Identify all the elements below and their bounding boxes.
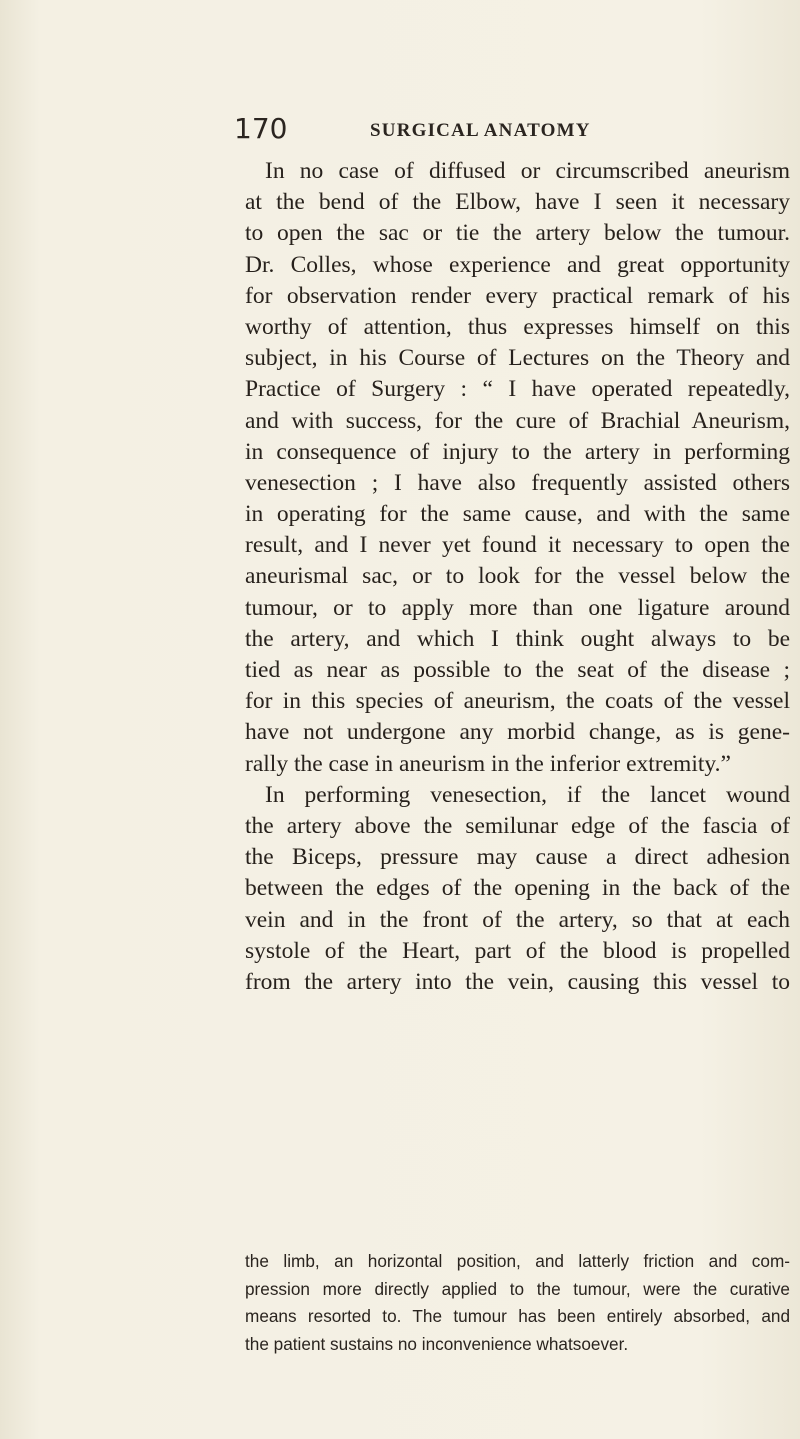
running-head: SURGICAL ANATOMY (370, 120, 591, 141)
text-line: tumour, or to apply more than one ligature around (245, 594, 790, 621)
text-line: at the bend of the Elbow, have I seen it necessary (245, 189, 790, 216)
footnote-line: means resorted to. The tumour has been entirely absorbed, and (245, 1306, 790, 1326)
text-line: in consequence of injury to the artery in performing (245, 438, 790, 465)
text-line: the Biceps, pressure may cause a direct adhesion (245, 844, 790, 871)
footnote-line: the limb, an horizontal position, and latterly friction and com- (245, 1251, 790, 1271)
text-line: worthy of attention, thus expresses himself on this (245, 313, 790, 340)
text-line: for in this species of aneurism, the coats of the vessel (245, 688, 790, 715)
text-line: In performing venesection, if the lancet wound (265, 781, 790, 808)
text-line: the artery, and which I think ought always to be (245, 625, 790, 652)
text-line: and with success, for the cure of Brachial Aneurism, (245, 407, 790, 434)
text-line: tied as near as possible to the seat of the disease ; (245, 657, 790, 683)
text-line: have not undergone any morbid change, as is gene- (245, 719, 790, 746)
text-line: Practice of Surgery : “ I have operated repeatedly, (245, 376, 790, 403)
text-line: vein and in the front of the artery, so that at each (245, 906, 790, 933)
text-line: between the edges of the opening in the back of the (245, 875, 790, 902)
text-line: the artery above the semilunar edge of the fascia of (245, 812, 790, 839)
text-line: in operating for the same cause, and with the same (245, 501, 790, 528)
text-line: to open the sac or tie the artery below the tumour. (245, 220, 790, 247)
page-number: 170 (234, 112, 288, 145)
footnote-line: the patient sustains no inconvenience whatsoever. (245, 1333, 629, 1354)
text-line: Dr. Colles, whose experience and great opportunity (245, 251, 790, 278)
body-text (245, 156, 790, 998)
text-line: for observation render every practical remark of his (245, 282, 790, 309)
text-line: venesection ; I have also frequently assisted others (245, 469, 790, 496)
text-line: In no case of diffused or circumscribed aneurism (265, 158, 790, 184)
text-line: result, and I never yet found it necessary to open the (245, 532, 790, 559)
footnote (245, 1248, 790, 1358)
text-line: from the artery into the vein, causing this vessel to (245, 968, 790, 995)
text-line: rally the case in aneurism in the inferior extremity.” (245, 750, 731, 777)
text-line: aneurismal sac, or to look for the vessel below the (245, 563, 790, 590)
text-line: subject, in his Course of Lectures on the Theory and (245, 345, 790, 372)
text-line: systole of the Heart, part of the blood is propelled (245, 937, 790, 964)
page-header (0, 112, 800, 152)
footnote-line: pression more directly applied to the tumour, were the curative (245, 1278, 790, 1299)
